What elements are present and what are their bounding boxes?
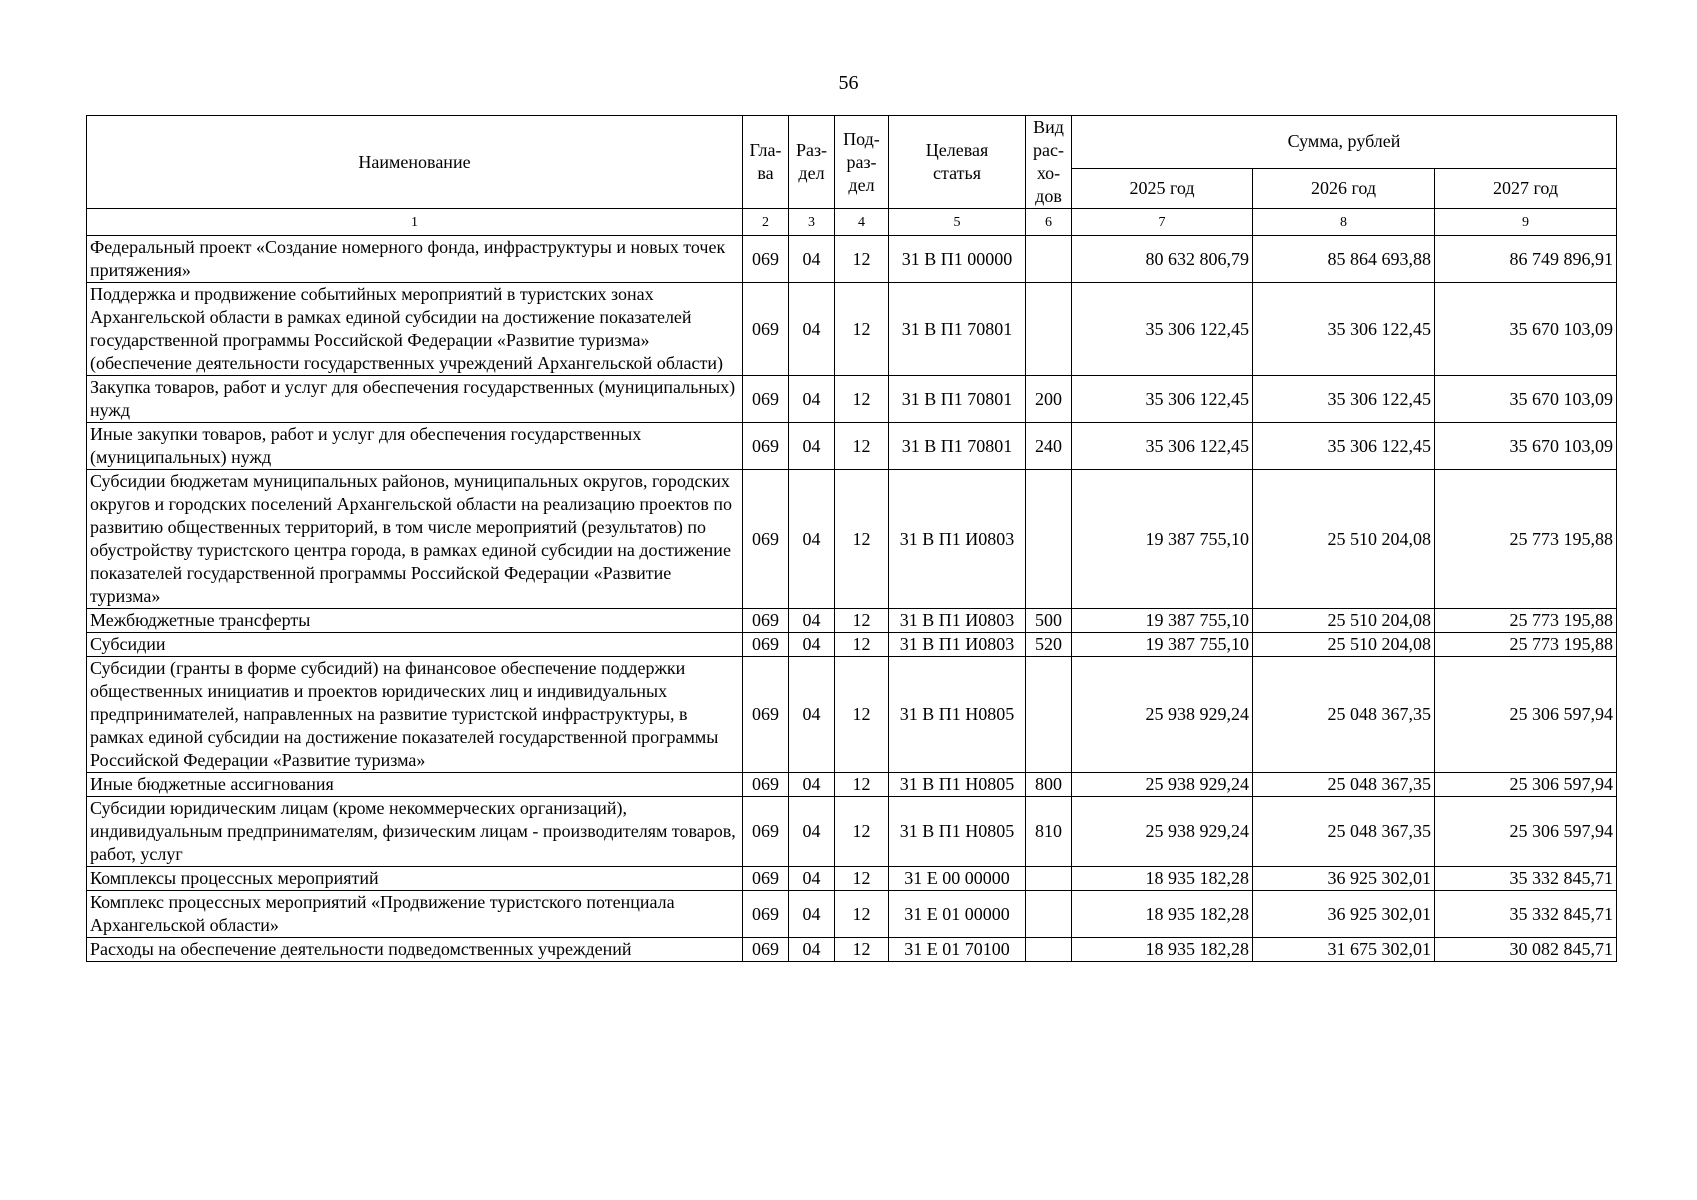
row-expense-type: 240 — [1026, 423, 1072, 470]
row-expense-type: 800 — [1026, 773, 1072, 797]
row-amount-2026: 36 925 302,01 — [1253, 867, 1435, 891]
row-section: 04 — [789, 633, 835, 657]
row-subsection: 12 — [835, 797, 889, 867]
row-section: 04 — [789, 609, 835, 633]
row-section: 04 — [789, 797, 835, 867]
row-expense-type — [1026, 236, 1072, 283]
table-row — [87, 423, 1617, 470]
row-amount-2027: 25 773 195,88 — [1435, 470, 1617, 609]
row-name: Закупка товаров, работ и услуг для обеспечения государственных (муниципальных) нужд — [87, 376, 743, 423]
row-subsection: 12 — [835, 236, 889, 283]
row-chapter: 069 — [743, 797, 789, 867]
row-chapter: 069 — [743, 423, 789, 470]
row-amount-2027: 25 306 597,94 — [1435, 797, 1617, 867]
row-chapter: 069 — [743, 657, 789, 773]
row-name: Субсидии — [87, 633, 743, 657]
row-expense-type — [1026, 657, 1072, 773]
row-amount-2026: 31 675 302,01 — [1253, 938, 1435, 962]
row-name: Федеральный проект «Создание номерного фонда, инфраструктуры и новых точек притяжения» — [87, 236, 743, 283]
header-year-2027: 2027 год — [1435, 168, 1617, 208]
row-target-article: 31 Е 01 00000 — [889, 891, 1026, 938]
row-expense-type — [1026, 283, 1072, 376]
column-numbers-row — [87, 209, 1617, 236]
header-subsection: Под- раз- дел — [835, 116, 889, 209]
row-name: Субсидии бюджетам муниципальных районов, муниципальных округов, городских округов и городских поселений Архангельской области на реализацию проектов по развитию общественных территорий, в том числе мероприятий (результатов) по обустройству туристского центра города, в рамках единой субсидии на достижение показателей государственной программы Российской Федерации «Развитие туризма» — [87, 470, 743, 609]
row-amount-2025: 18 935 182,28 — [1072, 938, 1253, 962]
row-chapter: 069 — [743, 236, 789, 283]
row-amount-2027: 86 749 896,91 — [1435, 236, 1617, 283]
row-amount-2027: 25 306 597,94 — [1435, 657, 1617, 773]
row-target-article: 31 В П1 Н0805 — [889, 773, 1026, 797]
header-chapter: Гла- ва — [743, 116, 789, 209]
row-amount-2027: 30 082 845,71 — [1435, 938, 1617, 962]
row-amount-2025: 19 387 755,10 — [1072, 609, 1253, 633]
row-chapter: 069 — [743, 867, 789, 891]
column-number: 6 — [1026, 209, 1072, 236]
header-amount: Сумма, рублей — [1072, 116, 1617, 169]
row-amount-2025: 19 387 755,10 — [1072, 470, 1253, 609]
row-section: 04 — [789, 891, 835, 938]
header-section: Раз- дел — [789, 116, 835, 209]
table-row — [87, 376, 1617, 423]
row-amount-2025: 80 632 806,79 — [1072, 236, 1253, 283]
row-section: 04 — [789, 938, 835, 962]
table-row — [87, 657, 1617, 773]
row-name: Иные закупки товаров, работ и услуг для обеспечения государственных (муниципальных) нужд — [87, 423, 743, 470]
row-amount-2026: 25 048 367,35 — [1253, 657, 1435, 773]
row-amount-2027: 35 332 845,71 — [1435, 867, 1617, 891]
row-amount-2026: 25 510 204,08 — [1253, 609, 1435, 633]
table-row — [87, 938, 1617, 962]
row-subsection: 12 — [835, 938, 889, 962]
row-chapter: 069 — [743, 609, 789, 633]
row-subsection: 12 — [835, 867, 889, 891]
row-name: Поддержка и продвижение событийных мероприятий в туристских зонах Архангельской области в рамках единой субсидии на достижение показателей государственной программы Российской Федерации «Развитие туризма» (обеспечение деятельности государственных учреждений Архангельской области) — [87, 283, 743, 376]
row-amount-2026: 25 510 204,08 — [1253, 470, 1435, 609]
column-number: 5 — [889, 209, 1026, 236]
row-amount-2026: 25 048 367,35 — [1253, 773, 1435, 797]
budget-table — [86, 115, 1617, 962]
row-target-article: 31 Е 01 70100 — [889, 938, 1026, 962]
row-chapter: 069 — [743, 773, 789, 797]
header-year-2025: 2025 год — [1072, 168, 1253, 208]
table-row — [87, 891, 1617, 938]
row-amount-2026: 25 510 204,08 — [1253, 633, 1435, 657]
row-amount-2027: 35 332 845,71 — [1435, 891, 1617, 938]
row-target-article: 31 В П1 70801 — [889, 376, 1026, 423]
row-section: 04 — [789, 376, 835, 423]
row-name: Межбюджетные трансферты — [87, 609, 743, 633]
row-section: 04 — [789, 470, 835, 609]
row-expense-type — [1026, 891, 1072, 938]
row-expense-type: 520 — [1026, 633, 1072, 657]
row-section: 04 — [789, 773, 835, 797]
row-expense-type — [1026, 470, 1072, 609]
row-amount-2025: 35 306 122,45 — [1072, 283, 1253, 376]
row-amount-2027: 25 773 195,88 — [1435, 633, 1617, 657]
row-amount-2027: 35 670 103,09 — [1435, 283, 1617, 376]
row-amount-2026: 35 306 122,45 — [1253, 283, 1435, 376]
table-row — [87, 470, 1617, 609]
row-target-article: 31 В П1 70801 — [889, 283, 1026, 376]
row-target-article: 31 Е 00 00000 — [889, 867, 1026, 891]
row-section: 04 — [789, 867, 835, 891]
row-amount-2025: 25 938 929,24 — [1072, 657, 1253, 773]
row-section: 04 — [789, 423, 835, 470]
page-number: 56 — [838, 72, 859, 94]
row-target-article: 31 В П1 И0803 — [889, 470, 1026, 609]
table-row — [87, 797, 1617, 867]
row-amount-2025: 35 306 122,45 — [1072, 423, 1253, 470]
row-chapter: 069 — [743, 633, 789, 657]
table-row — [87, 236, 1617, 283]
row-target-article: 31 В П1 И0803 — [889, 609, 1026, 633]
row-expense-type: 200 — [1026, 376, 1072, 423]
row-amount-2027: 35 670 103,09 — [1435, 376, 1617, 423]
row-expense-type: 810 — [1026, 797, 1072, 867]
column-number: 9 — [1435, 209, 1617, 236]
row-name: Субсидии юридическим лицам (кроме некоммерческих организаций), индивидуальным предпринимателям, физическим лицам - производителям товаров, работ, услуг — [87, 797, 743, 867]
row-chapter: 069 — [743, 283, 789, 376]
row-expense-type — [1026, 867, 1072, 891]
row-expense-type — [1026, 938, 1072, 962]
row-amount-2025: 35 306 122,45 — [1072, 376, 1253, 423]
row-amount-2025: 25 938 929,24 — [1072, 773, 1253, 797]
row-amount-2025: 18 935 182,28 — [1072, 867, 1253, 891]
row-chapter: 069 — [743, 938, 789, 962]
row-section: 04 — [789, 657, 835, 773]
row-amount-2027: 35 670 103,09 — [1435, 423, 1617, 470]
header-target-article: Целевая статья — [889, 116, 1026, 209]
row-name: Расходы на обеспечение деятельности подведомственных учреждений — [87, 938, 743, 962]
row-amount-2027: 25 773 195,88 — [1435, 609, 1617, 633]
row-amount-2026: 36 925 302,01 — [1253, 891, 1435, 938]
row-subsection: 12 — [835, 633, 889, 657]
row-subsection: 12 — [835, 376, 889, 423]
row-subsection: 12 — [835, 423, 889, 470]
row-name: Иные бюджетные ассигнования — [87, 773, 743, 797]
column-number: 7 — [1072, 209, 1253, 236]
table-row — [87, 633, 1617, 657]
column-number: 8 — [1253, 209, 1435, 236]
header-name: Наименование — [87, 116, 743, 209]
table-row — [87, 283, 1617, 376]
row-chapter: 069 — [743, 470, 789, 609]
row-target-article: 31 В П1 Н0805 — [889, 657, 1026, 773]
row-amount-2026: 85 864 693,88 — [1253, 236, 1435, 283]
table-row — [87, 773, 1617, 797]
row-target-article: 31 В П1 70801 — [889, 423, 1026, 470]
column-number: 2 — [743, 209, 789, 236]
row-amount-2026: 35 306 122,45 — [1253, 376, 1435, 423]
row-section: 04 — [789, 283, 835, 376]
header-expense-type: Вид рас- хо- дов — [1026, 116, 1072, 209]
row-amount-2026: 35 306 122,45 — [1253, 423, 1435, 470]
row-name: Комплекс процессных мероприятий «Продвижение туристского потенциала Архангельской области» — [87, 891, 743, 938]
column-number: 3 — [789, 209, 835, 236]
row-subsection: 12 — [835, 891, 889, 938]
row-target-article: 31 В П1 00000 — [889, 236, 1026, 283]
table-row — [87, 867, 1617, 891]
row-chapter: 069 — [743, 376, 789, 423]
row-target-article: 31 В П1 И0803 — [889, 633, 1026, 657]
row-chapter: 069 — [743, 891, 789, 938]
row-target-article: 31 В П1 Н0805 — [889, 797, 1026, 867]
row-subsection: 12 — [835, 773, 889, 797]
row-subsection: 12 — [835, 470, 889, 609]
row-amount-2025: 19 387 755,10 — [1072, 633, 1253, 657]
row-name: Субсидии (гранты в форме субсидий) на финансовое обеспечение поддержки общественных инициатив и проектов юридических лиц и индивидуальных предпринимателей, направленных на развитие туристской инфраструктуры, в рамках единой субсидии на достижение показателей государственной программы Российской Федерации «Развитие туризма» — [87, 657, 743, 773]
row-name: Комплексы процессных мероприятий — [87, 867, 743, 891]
row-subsection: 12 — [835, 609, 889, 633]
row-subsection: 12 — [835, 283, 889, 376]
column-number: 4 — [835, 209, 889, 236]
row-amount-2025: 25 938 929,24 — [1072, 797, 1253, 867]
header-year-2026: 2026 год — [1253, 168, 1435, 208]
row-amount-2027: 25 306 597,94 — [1435, 773, 1617, 797]
row-amount-2026: 25 048 367,35 — [1253, 797, 1435, 867]
column-number: 1 — [87, 209, 743, 236]
row-amount-2025: 18 935 182,28 — [1072, 891, 1253, 938]
table-row — [87, 609, 1617, 633]
row-subsection: 12 — [835, 657, 889, 773]
row-expense-type: 500 — [1026, 609, 1072, 633]
row-section: 04 — [789, 236, 835, 283]
